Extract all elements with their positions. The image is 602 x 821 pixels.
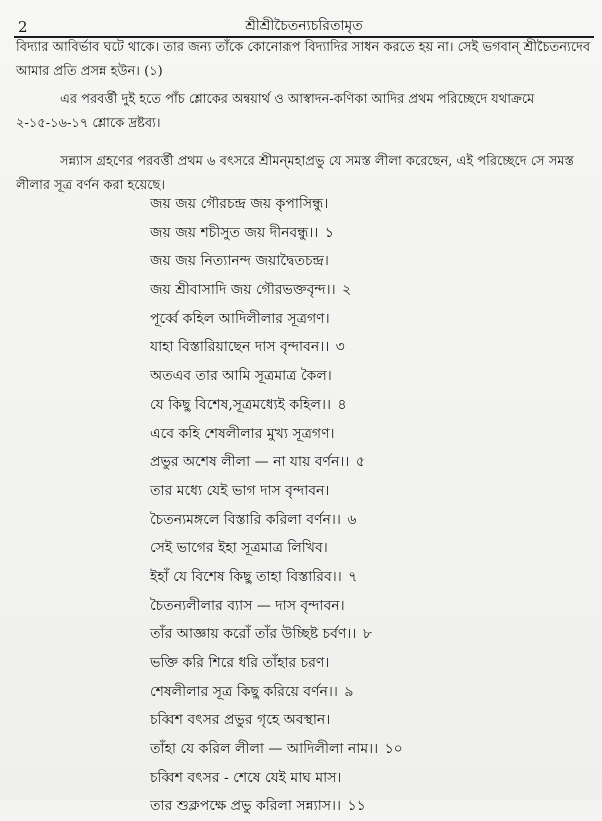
verse-line	[150, 477, 570, 506]
verse-line	[150, 219, 570, 248]
verse-line	[150, 592, 570, 621]
verse-line	[150, 448, 570, 477]
verse-text: ভক্তি করি শিরে ধরি তাঁহার চরণ।	[150, 655, 330, 671]
verse-text: সেই ভাগের ইহা সূত্রমাত্র লিখিব।	[150, 540, 328, 557]
continued-paragraph	[16, 36, 592, 84]
verse-number: ১০	[384, 741, 403, 758]
verse-text: চব্বিশ বৎসর - শেষে যেই মাঘ মাস।	[150, 769, 342, 786]
verse-line	[150, 276, 570, 305]
verse-text: শেষলীলার সূত্র কিছু করিয়ে বর্ণন।।	[150, 683, 338, 700]
verse-number: ১১	[347, 798, 366, 815]
verse-number: ১	[324, 224, 334, 241]
verse-line	[150, 735, 570, 764]
verse-number: ৭	[348, 568, 358, 585]
verse-line	[150, 678, 570, 707]
verse-number: ৫	[355, 454, 365, 471]
verse-line	[150, 620, 570, 649]
verse-line	[150, 706, 570, 735]
continued-paragraph-text: বিদ্যার আবির্ভাব ঘটে থাকে। তার জন্য তাঁকে কোনোরূপ বিদ্যাদির সাধন করতে হয় না। সেই ভগবান্ শ্রীচৈতন্যদেব আমার প্রতি প্রসন্ন হউন। (১)	[16, 40, 591, 79]
verse-number: ৯	[344, 683, 354, 700]
verse-text: জয় জয় নিত্যানন্দ জয়াদ্বৈতচন্দ্র।	[150, 253, 329, 270]
verse-line	[150, 420, 570, 449]
verse-line	[150, 506, 570, 535]
verse-number: ২	[342, 282, 352, 299]
book-title: শ্রীশ্রীচৈতন্যচরিতামৃত	[245, 18, 363, 34]
verse-number: ৪	[337, 396, 347, 413]
verse-text: জয় জয় গৌরচন্দ্র জয় কৃপাসিন্ধু।	[150, 196, 329, 212]
verse-text: এবে কহি শেষলীলার মুখ্য সূত্রগণ।	[150, 425, 335, 442]
verse-line	[150, 792, 570, 821]
verse-line	[150, 190, 570, 219]
verse-text: জয় শ্রীবাসাদি জয় গৌরভক্তবৃন্দ।।	[150, 282, 336, 299]
verse-text: তাঁহা যে করিল লীলা — আদিলীলা নাম।।	[150, 741, 379, 758]
verse-number: ৮	[362, 626, 372, 643]
verse-text: প্রভুর অশেষ লীলা — না যায় বর্ণন।।	[150, 454, 350, 471]
verse-text: তাঁর আজ্ঞায় করোঁ তাঁর উচ্ছিষ্ট চর্বণ।।	[150, 626, 357, 643]
verse-block	[150, 190, 570, 821]
verse-text: যে কিছু বিশেষ,সূত্রমধ্যেই কহিল।।	[150, 396, 331, 413]
verse-number: ৩	[335, 339, 345, 356]
verse-text: চৈতন্যমঙ্গলে বিস্তারি করিলা বর্ণন।।	[150, 511, 341, 528]
running-head	[14, 10, 594, 38]
verse-text: তার মধ্যে যেই ভাগ দাস বৃন্দাবন।	[150, 482, 330, 499]
verse-text: অতএব তার আমি সূত্রমাত্র কৈল।	[150, 368, 332, 385]
verse-line	[150, 247, 570, 276]
verse-text: তার শুক্লপক্ষে প্রভু করিলা সন্ন্যাস।।	[150, 798, 342, 815]
page-number: 2	[18, 18, 28, 36]
verse-text: ইহাঁ যে বিশেষ কিছু তাহা বিস্তারিব।।	[150, 568, 342, 585]
verse-text: পূর্ব্বে কহিল আদিলীলার সূত্রগণ।	[150, 310, 330, 327]
verse-text: চব্বিশ বৎসর প্রভুর গৃহে অবস্থান।	[150, 712, 331, 729]
verse-line	[150, 305, 570, 334]
verse-text: যাহা বিস্তারিয়াছেন দাস বৃন্দাবন।।	[150, 339, 330, 356]
verse-line	[150, 391, 570, 420]
verse-line	[150, 563, 570, 592]
verse-line	[150, 534, 570, 563]
verse-line	[150, 764, 570, 793]
intro-paragraph-1	[16, 88, 592, 136]
verse-number: ৬	[347, 511, 357, 528]
verse-text: চৈতন্যলীলার ব্যাস — দাস বৃন্দাবন।	[150, 597, 345, 614]
verse-text: জয় জয় শচীসুত জয় দীনবন্ধু।।	[150, 224, 319, 241]
intro-paragraph-1-text: এর পরবর্ত্তী দুই হতে পাঁচ শ্লোকের অন্বয়ার্থ ও আস্বাদন-কণিকা আদির প্রথম পরিচ্ছেদে যথাক্রমে ২-১৫-১৬-১৭ শ্লোকে দ্রষ্টব্য।	[16, 92, 535, 131]
intro-paragraph-2-text: সন্ন্যাস গ্রহণের পরবর্ত্তী প্রথম ৬ বৎসরে শ্রীমন্‌মহাপ্রভু যে সমস্ত লীলা করেছেন, এই পরিচ্ছেদে সে সমস্ত লীলার সূত্র বর্ণন করা হয়েছে।	[16, 154, 574, 193]
verse-line	[150, 333, 570, 362]
verse-line	[150, 362, 570, 391]
verse-line	[150, 649, 570, 678]
